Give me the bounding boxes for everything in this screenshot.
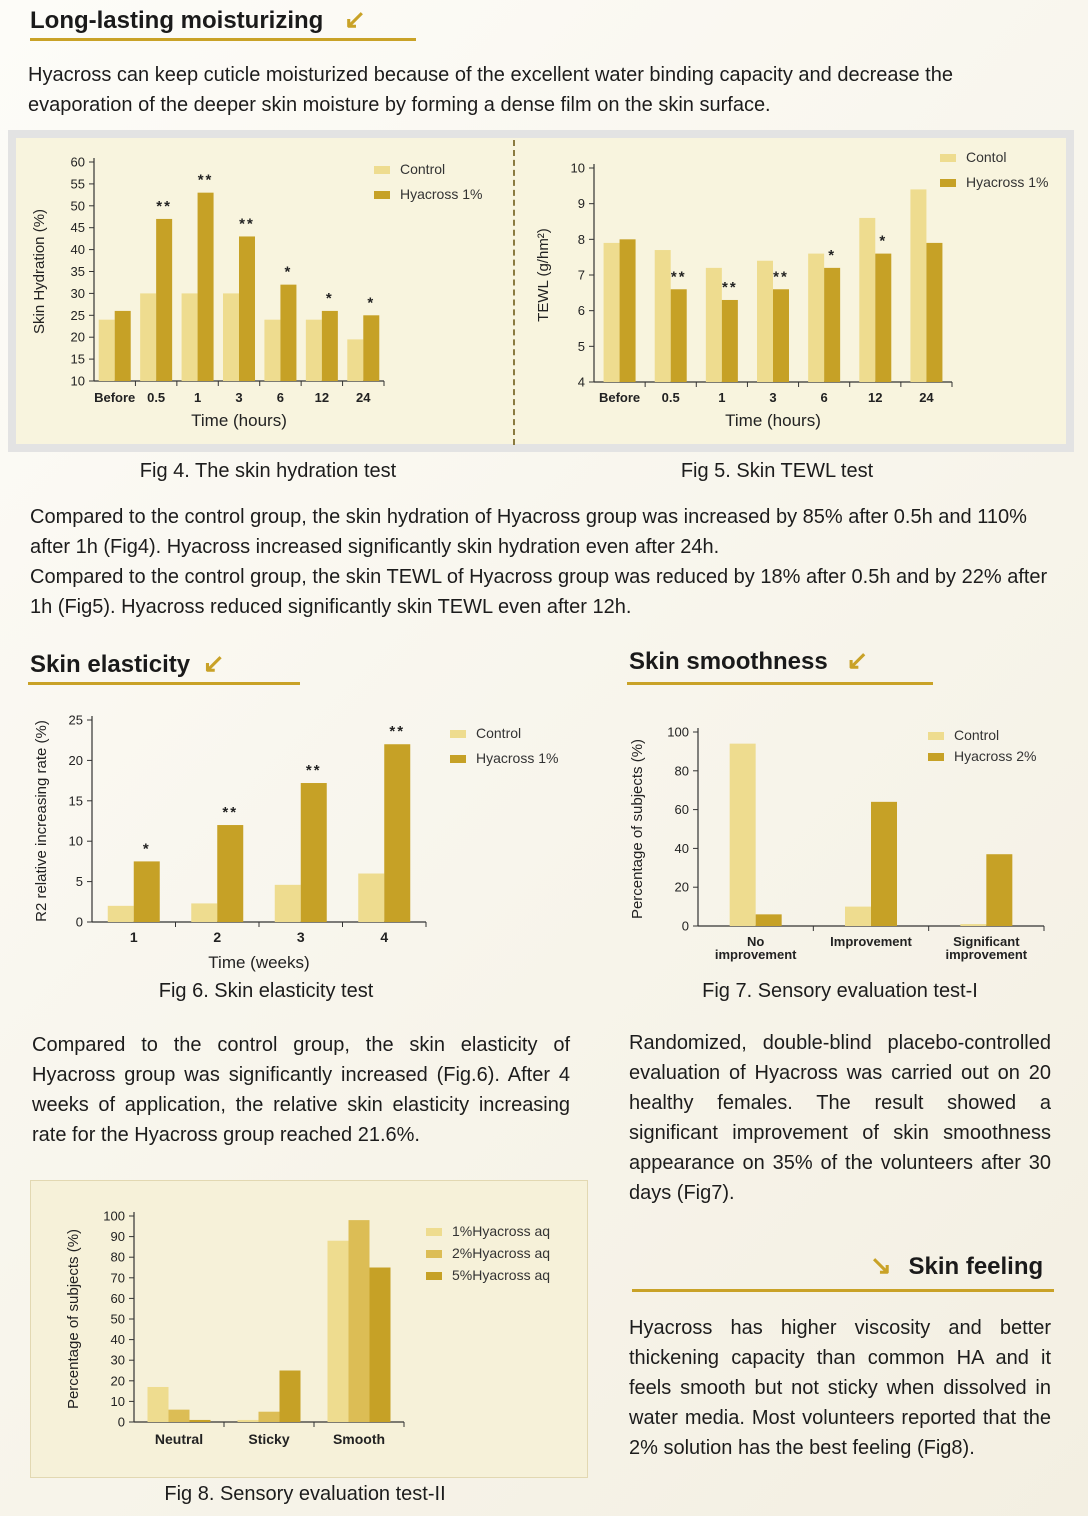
- y-tick-label: 9: [577, 196, 585, 212]
- y-tick-label: 15: [70, 351, 85, 367]
- y-tick-label: 30: [110, 1352, 125, 1368]
- y-tick-label: 100: [103, 1208, 125, 1224]
- legend-label: Hyacross 1%: [400, 186, 483, 202]
- bar-fig8-0-2: [328, 1241, 349, 1422]
- significance-label: **: [197, 171, 214, 189]
- moisturizing-intro: Hyacross can keep cuticle moisturized because of the excellent water binding capacity and decrease the evaporation of the deeper skin moisture by forming a dense film on the skin surface.: [28, 64, 953, 116]
- bar-fig6-1-0: [134, 861, 160, 922]
- bar-fig5-0-3: [757, 261, 773, 382]
- arrow-down-left-icon: ↙: [343, 4, 366, 34]
- fig5-chart: [522, 140, 1068, 445]
- x-tick-label: 2: [213, 929, 222, 945]
- x-tick-label: 6: [820, 390, 828, 405]
- significance-label: **: [222, 804, 239, 822]
- y-tick-label: 15: [68, 793, 83, 809]
- bar-fig7-1-2: [986, 854, 1012, 926]
- legend-label: Hyacross 1%: [476, 750, 559, 766]
- bar-fig7-0-2: [960, 924, 986, 926]
- legend-swatch: [374, 166, 390, 174]
- x-tick-label: 6: [276, 390, 285, 405]
- feeling-title: Skin feeling: [908, 1253, 1044, 1280]
- bar-fig4-0-1: [140, 293, 156, 381]
- moisturizing-heading: [30, 4, 366, 35]
- x-tick-label: No: [746, 934, 765, 949]
- y-tick-label: 25: [70, 307, 85, 323]
- y-tick-label: 5: [577, 338, 585, 354]
- bar-fig4-1-1: [156, 219, 172, 381]
- y-tick-label: 70: [110, 1270, 125, 1286]
- bar-fig8-1-1: [259, 1412, 280, 1422]
- x-tick-label: 12: [868, 390, 883, 405]
- bar-fig5-0-0: [604, 243, 620, 382]
- feeling-heading: [870, 1250, 1043, 1281]
- y-tick-label: 80: [110, 1249, 125, 1265]
- elasticity-heading: [30, 648, 225, 679]
- fig4-chart: [16, 140, 510, 445]
- y-tick-label: 20: [674, 879, 689, 895]
- y-tick-label: 40: [110, 1332, 125, 1348]
- bar-fig5-0-4: [808, 254, 824, 382]
- x-axis-title: Time (hours): [725, 411, 821, 430]
- fig7-chart: [624, 712, 1064, 972]
- bar-fig8-0-1: [238, 1420, 259, 1422]
- bar-fig4-1-6: [363, 315, 379, 381]
- bar-fig8-2-2: [370, 1268, 391, 1423]
- x-tick-label: 24: [356, 390, 371, 405]
- legend-swatch: [450, 730, 466, 738]
- bar-fig8-2-1: [280, 1371, 301, 1423]
- bar-fig4-1-0: [115, 311, 131, 381]
- y-axis-title: TEWL (g/hm²): [535, 228, 552, 322]
- smoothness-rule: [627, 682, 933, 685]
- bar-fig5-1-4: [824, 268, 840, 382]
- feeling-rule: [632, 1289, 1054, 1292]
- x-tick-label: 1: [718, 390, 726, 405]
- fig8-caption: Fig 8. Sensory evaluation test-II: [164, 1483, 446, 1505]
- y-tick-label: 50: [110, 1311, 125, 1327]
- significance-label: **: [722, 278, 738, 296]
- bar-fig7-0-1: [845, 907, 871, 926]
- y-axis-title: Skin Hydration (%): [31, 208, 48, 335]
- x-axis-title: Time (weeks): [208, 953, 310, 972]
- significance-label: *: [879, 232, 888, 250]
- bar-fig6-1-3: [384, 744, 410, 922]
- legend-swatch: [928, 753, 944, 761]
- y-tick-label: 20: [70, 329, 85, 345]
- legend-swatch: [374, 191, 390, 199]
- bar-fig4-1-2: [198, 193, 214, 381]
- y-tick-label: 100: [667, 724, 689, 740]
- bar-fig6-0-3: [358, 874, 384, 922]
- y-tick-label: 40: [674, 840, 689, 856]
- y-tick-label: 4: [577, 374, 585, 390]
- significance-label: **: [156, 197, 172, 215]
- legend-label: Control: [476, 725, 522, 741]
- fig5-caption: Fig 5. Skin TEWL test: [680, 460, 874, 482]
- bar-fig6-1-1: [217, 825, 243, 922]
- bar-fig5-1-3: [773, 289, 789, 382]
- bar-fig5-1-5: [875, 254, 891, 382]
- legend-swatch: [426, 1272, 442, 1280]
- y-tick-label: 60: [674, 802, 689, 818]
- y-axis-title: Percentage of subjects (%): [65, 1228, 82, 1410]
- y-tick-label: 90: [110, 1229, 125, 1245]
- x-tick-label: improvement: [945, 947, 1028, 962]
- x-tick-label: 1: [193, 390, 202, 405]
- legend-label: Hyacross 1%: [966, 174, 1049, 190]
- y-tick-label: 40: [70, 242, 85, 258]
- fig6-caption: Fig 6. Skin elasticity test: [158, 980, 374, 1002]
- y-tick-label: 10: [68, 833, 83, 849]
- y-tick-label: 5: [75, 874, 83, 890]
- x-tick-label: improvement: [714, 947, 797, 962]
- x-tick-label: 3: [296, 929, 305, 945]
- y-tick-label: 8: [577, 231, 585, 247]
- bar-fig8-2-0: [190, 1420, 211, 1422]
- x-tick-label: Significant: [953, 934, 1020, 949]
- elasticity-title: Skin elasticity: [30, 651, 191, 678]
- legend-label: 5%Hyacross aq: [452, 1267, 551, 1283]
- bar-fig6-0-2: [275, 885, 301, 922]
- smoothness-text: Randomized, double-blind placebo-controlled evaluation of Hyacross was carried out on 20 healthy females. The result showed a significant improvement of skin smoothness appearance on 35% of the volunteers after 30 days (Fig7).: [629, 1032, 1051, 1204]
- legend-label: 1%Hyacross aq: [452, 1223, 551, 1239]
- smoothness-heading: [629, 645, 868, 676]
- bar-fig4-0-2: [182, 293, 198, 381]
- x-axis-title: Time (hours): [191, 411, 287, 430]
- hydration-summary-1: Compared to the control group, the skin hydration of Hyacross group was increased by 85% after 0.5h and 110% after 1h (Fig4). Hyacross increased significantly skin hydration even after 24h.: [30, 506, 1027, 558]
- smoothness-title: Skin smoothness: [629, 648, 828, 675]
- significance-label: **: [389, 723, 406, 741]
- legend-label: Control: [954, 727, 1000, 743]
- x-tick-label: Improvement: [830, 934, 912, 949]
- significance-label: *: [325, 289, 334, 307]
- fig6-chart: [26, 694, 586, 976]
- bar-fig8-1-0: [169, 1410, 190, 1422]
- y-tick-label: 45: [70, 220, 85, 236]
- legend-label: Control: [400, 161, 446, 177]
- significance-label: *: [367, 294, 376, 312]
- y-tick-label: 25: [68, 712, 83, 728]
- y-tick-label: 35: [70, 264, 85, 279]
- legend-label: 2%Hyacross aq: [452, 1245, 551, 1261]
- bar-fig4-0-3: [223, 293, 239, 381]
- significance-label: **: [239, 215, 255, 233]
- x-tick-label: Before: [94, 390, 136, 405]
- bar-fig5-1-0: [620, 239, 636, 382]
- bar-fig5-1-1: [671, 289, 687, 382]
- x-tick-label: 3: [235, 390, 243, 405]
- y-tick-label: 60: [70, 154, 85, 170]
- significance-label: **: [305, 762, 322, 780]
- x-tick-label: 3: [769, 390, 777, 405]
- hydration-summary-2: Compared to the control group, the skin TEWL of Hyacross group was reduced by 18% after 0.5h and by 22% after 1h (Fig5). Hyacross reduced significantly skin TEWL even after 12h.: [30, 566, 1048, 618]
- bar-fig7-1-0: [756, 914, 782, 926]
- x-tick-label: 4: [380, 929, 389, 945]
- fig8-chart: [60, 1198, 580, 1460]
- y-tick-label: 0: [117, 1414, 125, 1430]
- x-tick-label: Before: [598, 390, 641, 405]
- bar-fig4-1-3: [239, 236, 255, 381]
- elasticity-text: Compared to the control group, the skin elasticity of Hyacross group was significantly increased (Fig.6). After 4 weeks of application, the relative skin elasticity increasing rate for the Hyacross group reached 21.6%.: [32, 1034, 570, 1146]
- bar-fig5-1-6: [926, 243, 942, 382]
- bar-fig8-1-2: [349, 1220, 370, 1422]
- legend-swatch: [450, 755, 466, 763]
- elasticity-rule: [28, 682, 300, 685]
- arrow-down-right-icon: ↘: [870, 1250, 892, 1280]
- y-tick-label: 6: [577, 303, 585, 319]
- bar-fig5-0-1: [655, 250, 671, 382]
- bar-fig4-0-0: [99, 320, 115, 381]
- y-tick-label: 60: [110, 1290, 125, 1306]
- y-tick-label: 10: [70, 373, 85, 389]
- bar-fig8-0-0: [148, 1387, 169, 1422]
- moisturizing-title: Long-lasting moisturizing: [30, 7, 324, 34]
- x-tick-label: 1: [129, 929, 138, 945]
- bar-fig4-0-4: [264, 320, 280, 381]
- y-tick-label: 20: [68, 752, 83, 768]
- legend-swatch: [940, 154, 956, 162]
- y-tick-label: 10: [110, 1393, 125, 1409]
- bar-fig4-0-5: [306, 320, 322, 381]
- bar-fig4-1-5: [322, 311, 338, 381]
- fig7-caption: Fig 7. Sensory evaluation test-I: [702, 980, 978, 1002]
- y-axis-title: R2 relative increasing rate (%): [33, 720, 50, 922]
- bar-fig5-0-2: [706, 268, 722, 382]
- y-axis-title: Percentage of subjects (%): [629, 738, 646, 920]
- x-tick-label: Smooth: [332, 1431, 386, 1447]
- arrow-down-left-icon: ↙: [202, 648, 225, 678]
- legend-label: Hyacross 2%: [954, 748, 1037, 764]
- bar-fig6-0-1: [191, 903, 217, 922]
- y-tick-label: 10: [570, 160, 585, 176]
- y-tick-label: 0: [75, 914, 83, 930]
- x-tick-label: 0.5: [147, 390, 166, 405]
- y-tick-label: 80: [674, 763, 689, 779]
- y-tick-label: 7: [577, 267, 585, 283]
- legend-label: Contol: [966, 149, 1007, 165]
- y-tick-label: 0: [681, 918, 689, 934]
- x-tick-label: Sticky: [248, 1431, 290, 1447]
- x-tick-label: 0.5: [661, 390, 680, 405]
- legend-swatch: [426, 1250, 442, 1258]
- bar-fig6-1-2: [301, 783, 327, 922]
- x-tick-label: Neutral: [154, 1431, 204, 1447]
- bar-fig7-1-1: [871, 802, 897, 926]
- chart-divider: [513, 140, 515, 445]
- bar-fig6-0-0: [108, 906, 134, 922]
- legend-swatch: [928, 732, 944, 740]
- bar-fig4-0-6: [347, 339, 363, 381]
- bar-fig7-0-0: [730, 744, 756, 926]
- significance-label: *: [142, 840, 151, 858]
- bar-fig5-0-5: [859, 218, 875, 382]
- bar-fig4-1-4: [280, 285, 296, 381]
- moisturizing-rule: [30, 38, 416, 41]
- y-tick-label: 50: [70, 198, 85, 214]
- significance-label: **: [670, 268, 687, 286]
- bar-fig5-0-6: [910, 189, 926, 382]
- legend-swatch: [426, 1228, 442, 1236]
- fig4-caption: Fig 4. The skin hydration test: [139, 460, 397, 482]
- bar-fig5-1-2: [722, 300, 738, 382]
- x-tick-label: 12: [314, 390, 330, 405]
- y-tick-label: 30: [70, 285, 85, 301]
- feeling-text: Hyacross has higher viscosity and better thickening capacity than common HA and it feels smooth but not sticky when dissolved in water media. Most volunteers reported that the 2% solution has the best feeling (Fig8).: [629, 1317, 1051, 1459]
- x-tick-label: 24: [919, 390, 934, 405]
- arrow-down-left-icon: ↙: [846, 645, 869, 675]
- y-tick-label: 55: [70, 176, 85, 192]
- legend-swatch: [940, 179, 956, 187]
- significance-label: *: [828, 246, 837, 264]
- significance-label: *: [284, 263, 293, 281]
- significance-label: **: [773, 268, 789, 286]
- y-tick-label: 20: [110, 1373, 125, 1389]
